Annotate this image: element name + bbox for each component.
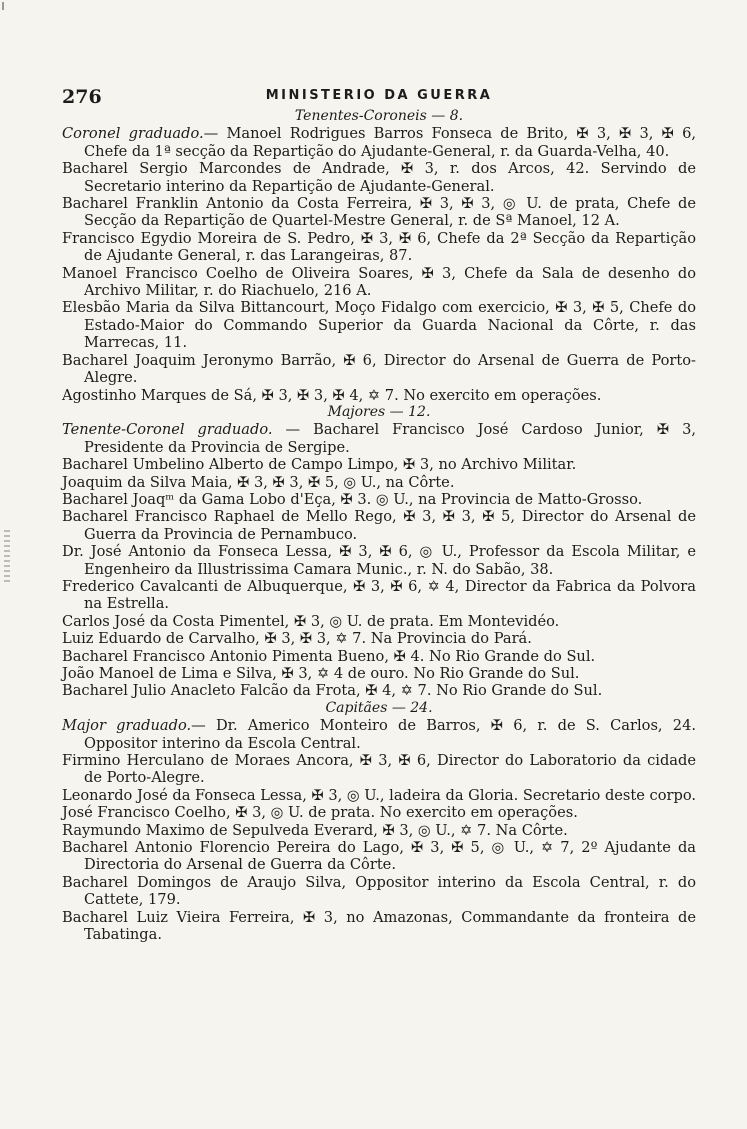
document-body — [62, 108, 696, 944]
entry-text: Raymundo Maximo de Sepulveda Everard, ✠ 3, ◎ U., ✡ 7. Na Côrte. — [62, 821, 568, 839]
entry-text: — Bacharel Francisco José Cardoso Junior, ✠ 3, Presidente da Provincia de Sergipe. — [84, 421, 696, 456]
entry-text: Manoel Francisco Coelho de Oliveira Soares, ✠ 3, Chefe da Sala de desenho do Archivo Militar, r. do Riachuelo, 216 A. — [62, 264, 696, 300]
roster-entry — [62, 717, 696, 752]
roster-entry — [62, 787, 696, 804]
roster-entry — [62, 230, 696, 265]
entry-text: Carlos José da Costa Pimentel, ✠ 3, ◎ U. de prata. Em Montevidéo. — [62, 612, 560, 630]
margin-smudge — [4, 530, 10, 585]
roster-entry — [62, 665, 696, 682]
roster-entry — [62, 265, 696, 300]
entry-text: Bacharel Domingos de Araujo Silva, Oppositor interino da Escola Central, r. do Cattete, 179. — [62, 873, 696, 909]
entry-text: Bacharel Julio Anacleto Falcão da Frota, ✠ 4, ✡ 7. No Rio Grande do Sul. — [62, 682, 603, 700]
entry-text: Bacharel Francisco Antonio Pimenta Bueno, ✠ 4. No Rio Grande do Sul. — [62, 647, 596, 665]
page-header — [62, 86, 696, 108]
roster-entry — [62, 822, 696, 839]
corner-mark — [2, 2, 4, 10]
roster-entry — [62, 387, 696, 404]
roster-entry — [62, 874, 696, 909]
entry-text: Bacharel Antonio Florencio Pereira do Lago, ✠ 3, ✠ 5, ◎ U., ✡ 7, 2º Ajudante da Directoria do Arsenal de Guerra da Côrte. — [62, 839, 696, 874]
roster-entry — [62, 909, 696, 944]
entry-text: Dr. José Antonio da Fonseca Lessa, ✠ 3, ✠ 6, ◎ U., Professor da Escola Militar, e Engenheiro da Illustrissima Camara Munic., r. N. do Sabão, 38. — [62, 543, 696, 578]
entry-text: João Manoel de Lima e Silva, ✠ 3, ✡ 4 de ouro. No Rio Grande do Sul. — [62, 665, 580, 682]
roster-entry — [62, 352, 696, 387]
roster-entry — [62, 839, 696, 874]
entry-text: Bacharel Joaquim Jeronymo Barrão, ✠ 6, Director do Arsenal de Guerra de Porto-Alegre. — [62, 351, 696, 387]
section-title: Tenentes-Coroneis — 8. — [294, 108, 464, 124]
entry-rank-lead: Major graduado. — [62, 717, 192, 735]
entry-text: Bacharel Joaqᵐ da Gama Lobo d'Eça, ✠ 3. ◎ U., na Provincia de Matto-Grosso. — [62, 490, 643, 508]
entry-text: Bacharel Luiz Vieira Ferreira, ✠ 3, no Amazonas, Commandante da fronteira de Tabatinga. — [62, 908, 696, 944]
entry-rank-lead: Coronel graduado. — [62, 125, 204, 143]
roster-entry — [62, 752, 696, 787]
section-title: Majores — 12. — [327, 403, 431, 420]
roster-entry — [62, 456, 696, 473]
running-head: MINISTERIO DA GUERRA — [265, 88, 493, 103]
roster-entry — [62, 299, 696, 351]
roster-entry — [62, 630, 696, 647]
roster-entry — [62, 682, 696, 699]
roster-entry — [62, 160, 696, 195]
entry-text: Bacharel Umbelino Alberto de Campo Limpo, ✠ 3, no Archivo Militar. — [62, 456, 577, 474]
roster-entry — [62, 125, 696, 160]
entry-text: — Manoel Rodrigues Barros Fonseca de Brito, ✠ 3, ✠ 3, ✠ 6, Chefe da 1ª secção da Repartição do Ajudante-General, r. da Guarda-Velha, 40. — [84, 125, 696, 160]
roster-entry — [62, 543, 696, 578]
entry-text: Firmino Herculano de Moraes Ancora, ✠ 3, ✠ 6, Director do Laboratorio da cidade de Porto-Alegre. — [62, 752, 696, 787]
roster-entry — [62, 421, 696, 456]
entry-text: Elesbão Maria da Silva Bittancourt, Moço Fidalgo com exercicio, ✠ 3, ✠ 5, Chefe do Estado-Maior do Commando Superior da Guarda Nacional da Côrte, r. das Marrecas, 11. — [62, 299, 696, 352]
page-number: 276 — [62, 86, 102, 108]
roster-entry — [62, 804, 696, 821]
entry-rank-lead: Tenente-Coronel graduado. — [62, 421, 273, 439]
entry-text: Agostinho Marques de Sá, ✠ 3, ✠ 3, ✠ 4, ✡ 7. No exercito em operações. — [62, 386, 602, 404]
roster-entry — [62, 613, 696, 630]
entry-text: Bacharel Franklin Antonio da Costa Ferreira, ✠ 3, ✠ 3, ◎ U. de prata, Chefe de Secção da Repartição de Quartel-Mestre General, r. de Sª Manoel, 12 A. — [62, 195, 696, 230]
entry-text: Luiz Eduardo de Carvalho, ✠ 3, ✠ 3, ✡ 7. Na Provincia do Pará. — [62, 630, 532, 648]
entry-text: José Francisco Coelho, ✠ 3, ◎ U. de prata. No exercito em operações. — [62, 804, 578, 822]
roster-entry — [62, 491, 696, 508]
entry-text: Leonardo José da Fonseca Lessa, ✠ 3, ◎ U., ladeira da Gloria. Secretario deste corpo. — [62, 786, 697, 804]
entry-text: Bacharel Francisco Raphael de Mello Rego, ✠ 3, ✠ 3, ✠ 5, Director do Arsenal de Guerra da Provincia de Pernambuco. — [62, 508, 696, 543]
section-title: Capitães — 24. — [325, 699, 433, 716]
entry-text: Joaquim da Silva Maia, ✠ 3, ✠ 3, ✠ 5, ◎ U., na Côrte. — [62, 473, 455, 491]
entry-text: Frederico Cavalcanti de Albuquerque, ✠ 3, ✠ 6, ✡ 4, Director da Fabrica da Polvora na Estrella. — [62, 577, 696, 613]
roster-entry — [62, 578, 696, 613]
entry-text: — Dr. Americo Monteiro de Barros, ✠ 6, r. de S. Carlos, 24. Oppositor interino da Escola Central. — [84, 717, 697, 752]
roster-entry — [62, 648, 696, 665]
entry-text: Francisco Egydio Moreira de S. Pedro, ✠ 3, ✠ 6, Chefe da 2ª Secção da Repartição de Ajudante General, r. das Larangeiras, 87. — [62, 229, 696, 265]
roster-entry — [62, 508, 696, 543]
roster-entry — [62, 195, 696, 230]
entry-text: Bacharel Sergio Marcondes de Andrade, ✠ 3, r. dos Arcos, 42. Servindo de Secretario interino da Repartição de Ajudante-General. — [62, 160, 696, 195]
roster-entry — [62, 474, 696, 491]
